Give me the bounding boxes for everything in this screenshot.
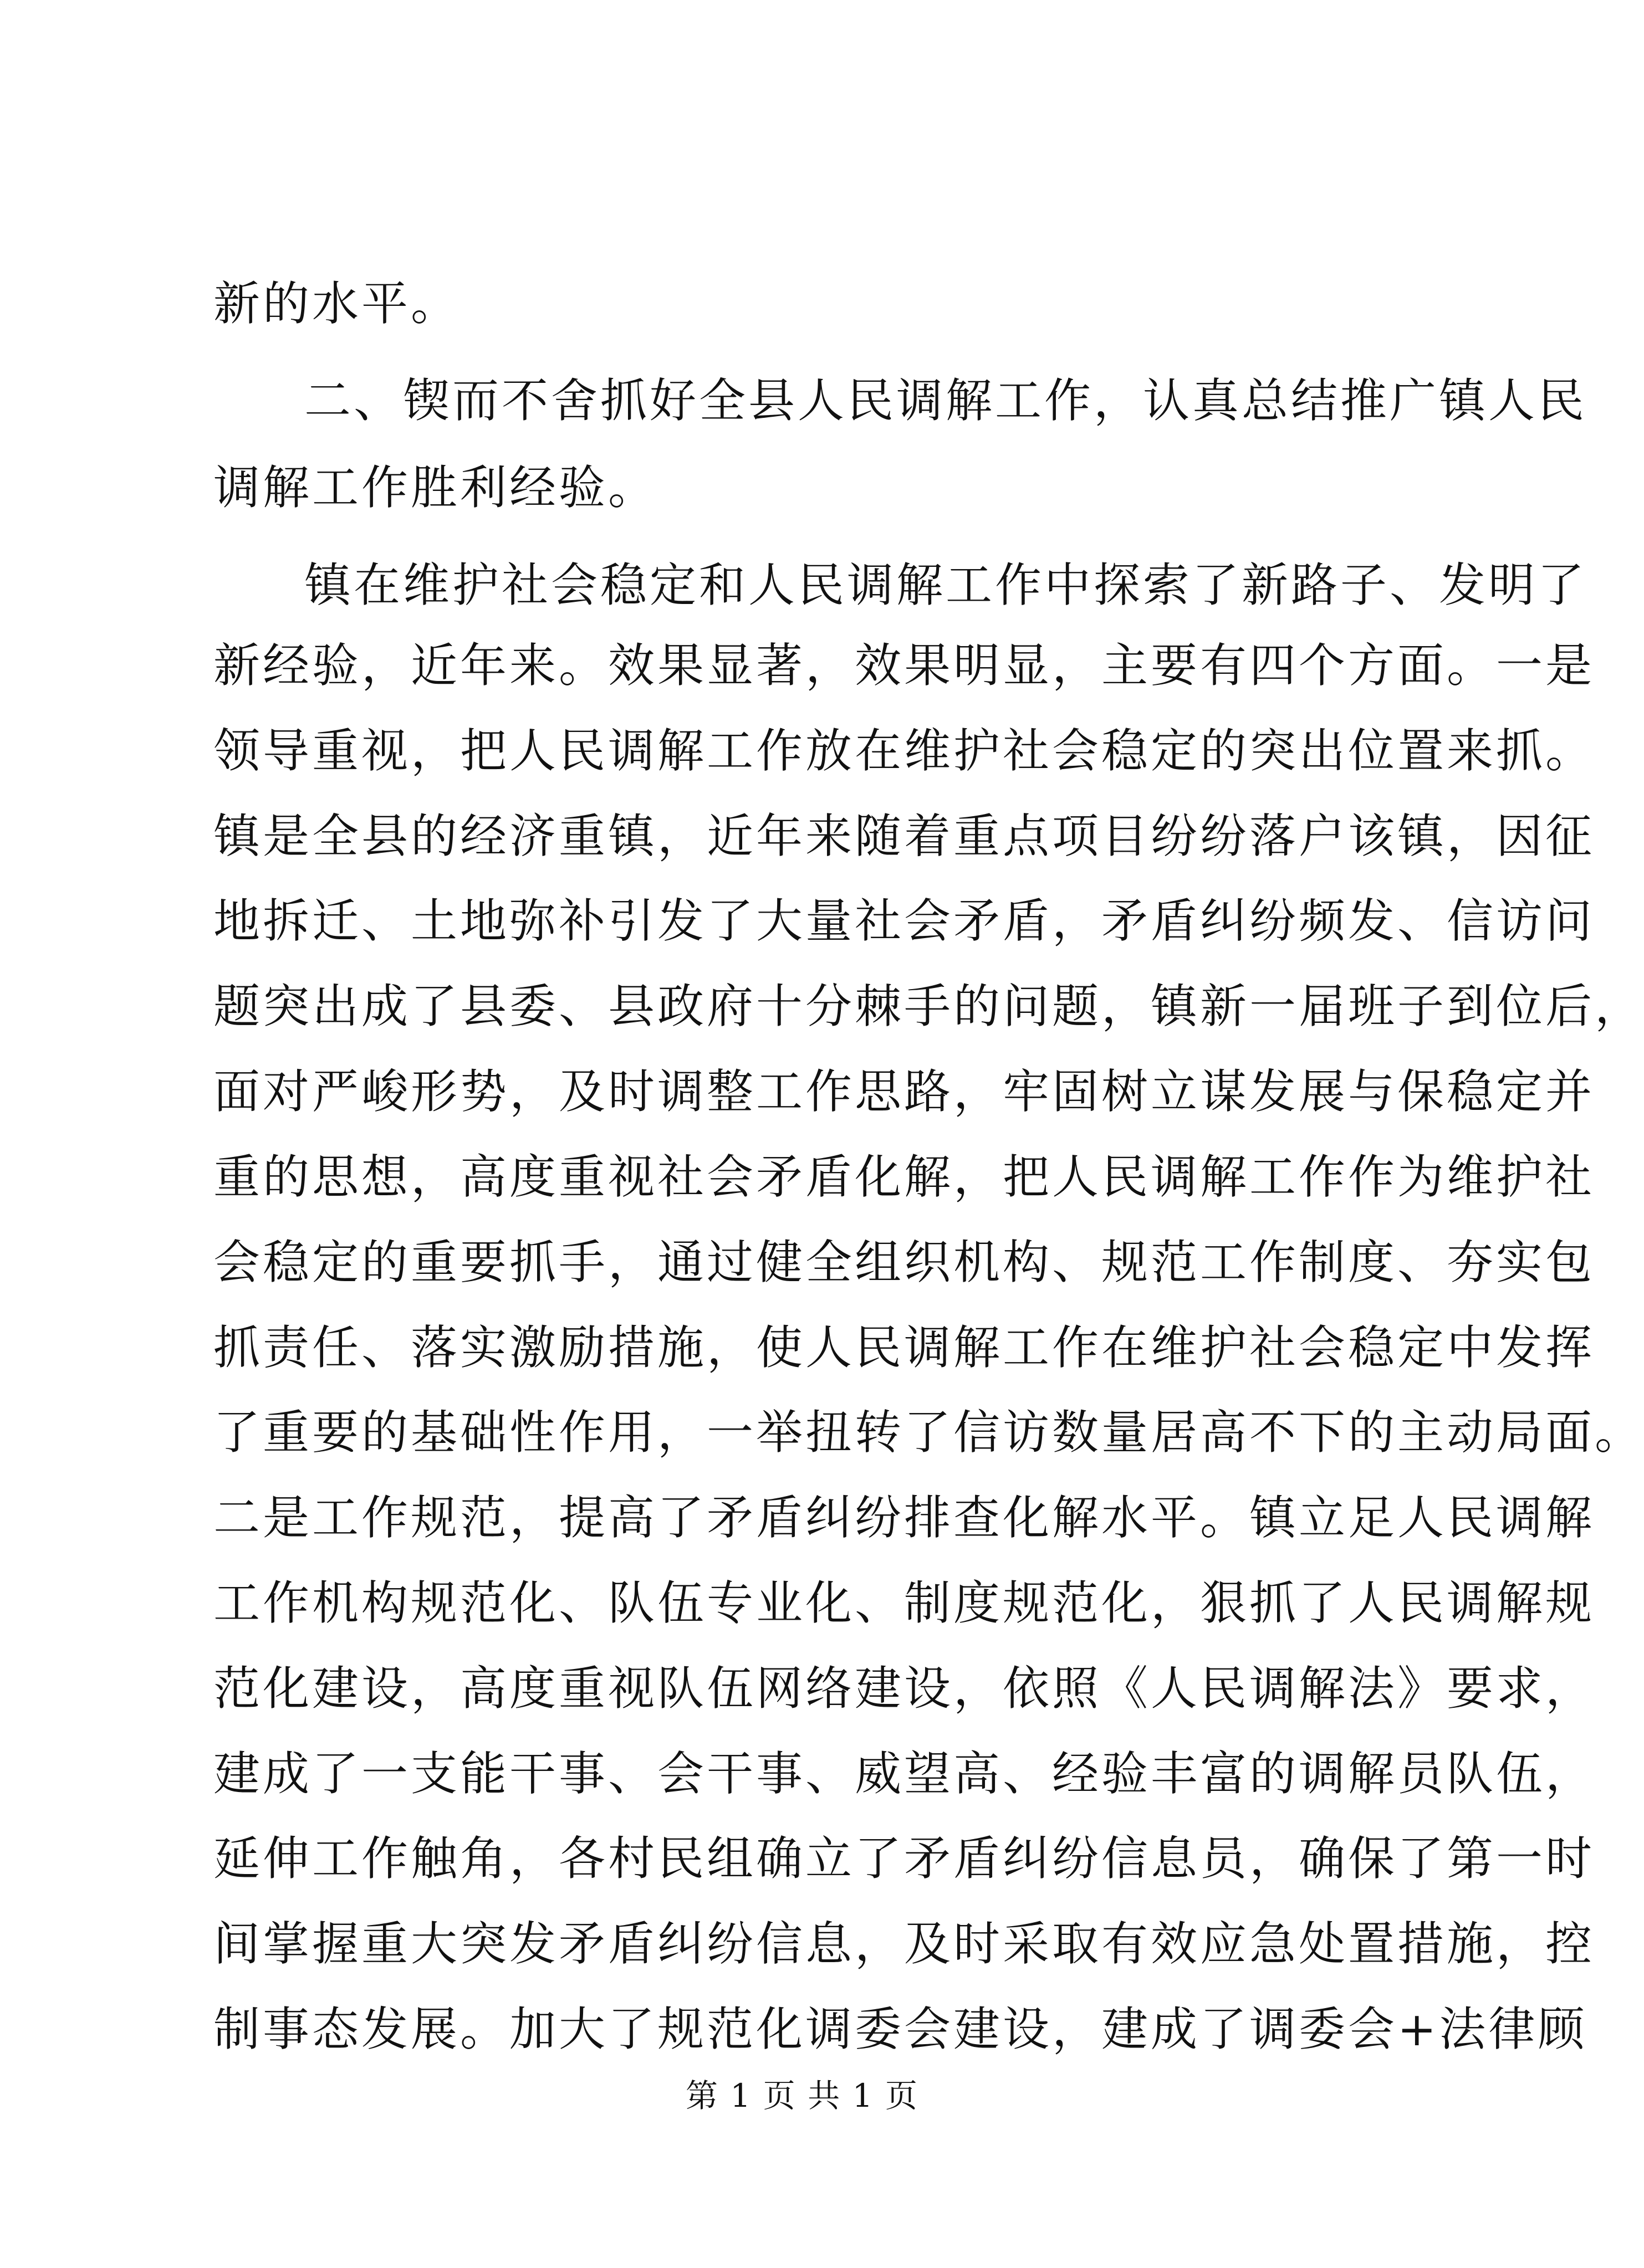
- text-line: 建成了一支能干事、会干事、威望高、经验丰富的调解员队伍，: [213, 1747, 1595, 1801]
- section-heading-line: 二、锲而不舍抓好全县人民调解工作，认真总结推广镇人民: [304, 373, 1587, 428]
- text-line: 会稳定的重要抓手，通过健全组织机构、规范工作制度、夯实包: [213, 1235, 1595, 1289]
- text-line: 间掌握重大突发矛盾纠纷信息，及时采取有效应急处置措施，控: [213, 1917, 1595, 1971]
- text-line: 抓责任、落实激励措施，使人民调解工作在维护社会稳定中发挥: [213, 1320, 1595, 1375]
- text-line: 了重要的基础性作用，一举扭转了信访数量居高不下的主动局面。: [213, 1405, 1644, 1460]
- text-line: 二是工作规范，提高了矛盾纠纷排查化解水平。镇立足人民调解: [213, 1491, 1595, 1545]
- text-line: 新的水平。: [213, 277, 461, 331]
- text-line: 地拆迁、土地弥补引发了大量社会矛盾，矛盾纠纷频发、信访问: [213, 894, 1595, 948]
- text-line: 重的思想，高度重视社会矛盾化解，把人民调解工作作为维护社: [213, 1150, 1595, 1204]
- text-line: 领导重视，把人民调解工作放在维护社会稳定的突出位置来抓。: [213, 724, 1595, 778]
- section-heading-line: 调解工作胜利经验。: [213, 460, 658, 515]
- text-line: 镇在维护社会稳定和人民调解工作中探索了新路子、发明了: [304, 558, 1587, 612]
- text-line: 制事态发展。加大了规范化调委会建设，建成了调委会+法律顾: [213, 2002, 1587, 2056]
- text-line: 题突出成了县委、县政府十分棘手的问题，镇新一届班子到位后，: [213, 979, 1644, 1033]
- text-line: 工作机构规范化、队伍专业化、制度规范化，狠抓了人民调解规: [213, 1576, 1595, 1630]
- text-line: 范化建设，高度重视队伍网络建设，依照《人民调解法》要求，: [213, 1661, 1595, 1716]
- page-footer: 第 1 页 共 1 页: [686, 2077, 918, 2115]
- text-line: 镇是全县的经济重镇，近年来随着重点项目纷纷落户该镇，因征: [213, 809, 1595, 863]
- text-line: 新经验，近年来。效果显著，效果明显，主要有四个方面。一是: [213, 638, 1595, 693]
- text-line: 面对严峻形势，及时调整工作思路，牢固树立谋发展与保稳定并: [213, 1064, 1595, 1119]
- text-line: 延伸工作触角，各村民组确立了矛盾纠纷信息员，确保了第一时: [213, 1831, 1595, 1886]
